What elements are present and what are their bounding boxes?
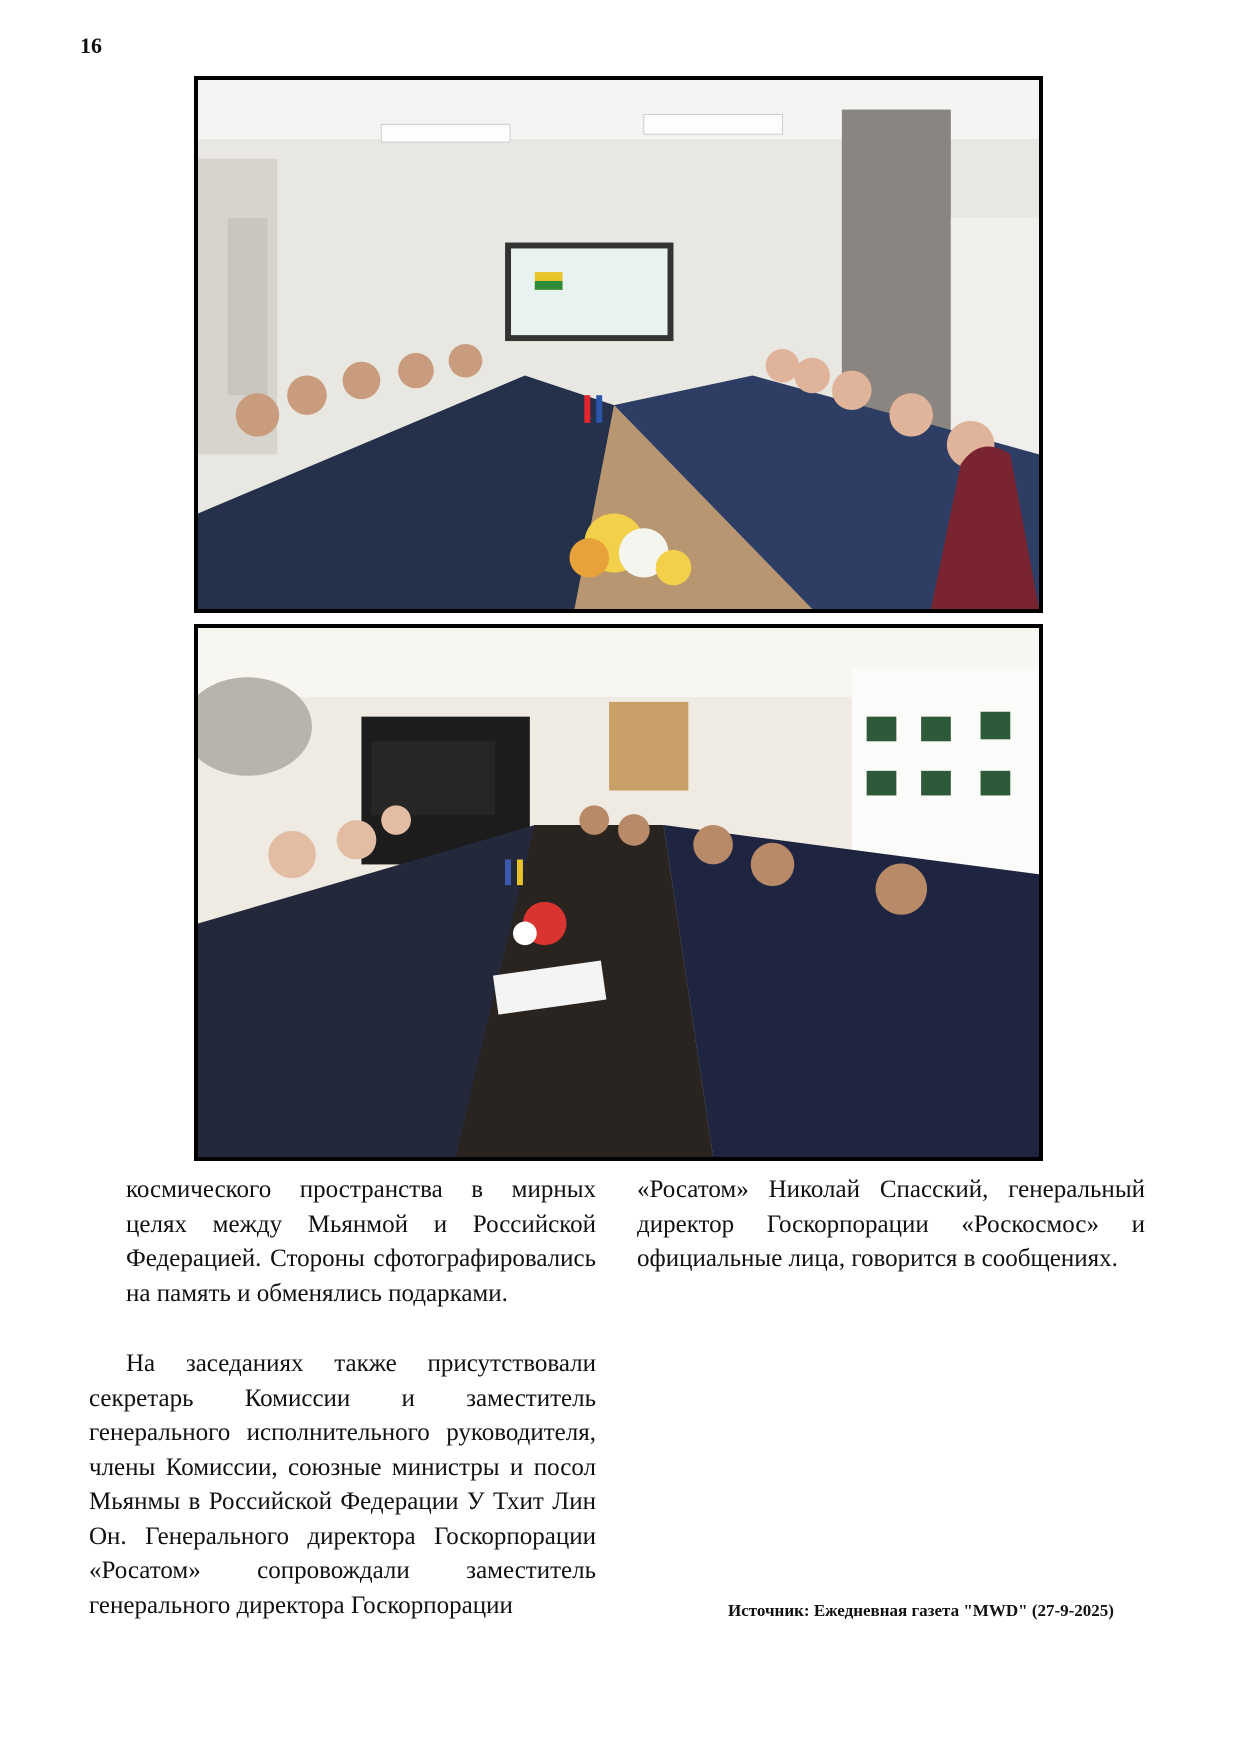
- paragraph-attendees: На заседаниях также присутствовали секретарь Комиссии и заместитель генерального исполнительного руководителя, члены Комиссии, союзные министры и посол Мьянмы в Российской Федерации У Тхит Лин Он. Генерального директора Госкорпорации «Росатом» сопровождали заместитель генерального директора Госкорпорации: [89, 1350, 596, 1619]
- column-right: [637, 1173, 1145, 1277]
- paragraph-officials: «Росатом» Николай Спасский, генеральный директор Госкорпорации «Роскосмос» и официальные лица, говорится в сообщениях.: [637, 1176, 1145, 1272]
- paragraph-continued: космического пространства в мирных целях между Мьянмой и Российской Федерацией. Стороны сфотографировались на память и обменялись подарками.: [126, 1176, 596, 1307]
- source-credit: Источник: Ежедневная газета "MWD" (27-9-2025): [728, 1601, 1114, 1620]
- meeting-photo-bottom: [194, 624, 1043, 1161]
- column-left-top: [126, 1173, 596, 1311]
- meeting-photo-top: [194, 76, 1043, 613]
- column-left-bottom: [89, 1347, 596, 1623]
- page-number: 16: [80, 33, 102, 58]
